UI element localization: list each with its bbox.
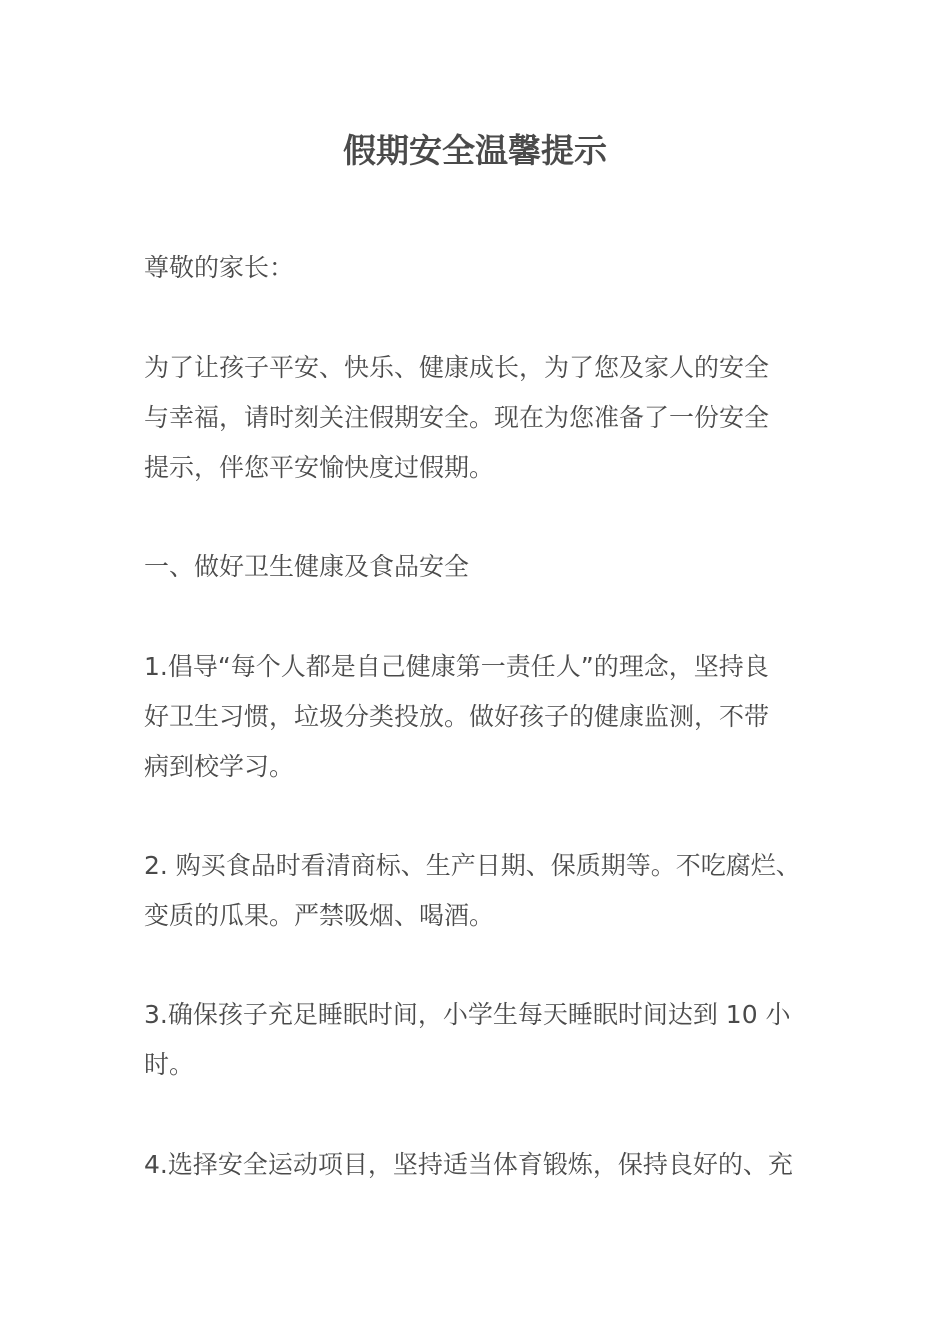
salutation-line: 尊敬的家长： bbox=[144, 253, 295, 282]
item1-line-3: 病到校学习。 bbox=[144, 752, 295, 781]
intro-line-1: 为了让孩子平安、快乐、健康成长，为了您及家人的安全 bbox=[144, 353, 770, 382]
item1-line-2: 好卫生习惯，垃圾分类投放。做好孩子的健康监测，不带 bbox=[144, 702, 770, 731]
item-2-paragraph bbox=[144, 841, 814, 941]
item4-line-1: 4.选择安全运动项目，坚持适当体育锻炼，保持良好的、充 bbox=[144, 1150, 793, 1179]
item1-line-1: 1.倡导“每个人都是自己健康第一责任人”的理念，坚持良 bbox=[144, 652, 769, 681]
section-heading bbox=[144, 542, 814, 592]
item-4-paragraph bbox=[144, 1140, 814, 1190]
item3-line-1: 3.确保孩子充足睡眠时间，小学生每天睡眠时间达到 10 小 bbox=[144, 1000, 791, 1029]
item-3-paragraph bbox=[144, 990, 814, 1090]
intro-line-2: 与幸福，请时刻关注假期安全。现在为您准备了一份安全 bbox=[144, 403, 770, 432]
item2-line-2: 变质的瓜果。严禁吸烟、喝酒。 bbox=[144, 901, 495, 930]
intro-line-3: 提示，伴您平安愉快度过假期。 bbox=[144, 453, 495, 482]
document-title: 假期安全温馨提示 bbox=[343, 131, 607, 170]
item2-line-1: 2. 购买食品时看清商标、生产日期、保质期等。不吃腐烂、 bbox=[144, 851, 801, 880]
item3-line-2: 时。 bbox=[144, 1050, 195, 1079]
salutation bbox=[144, 243, 814, 293]
section1-heading: 一、做好卫生健康及食品安全 bbox=[144, 552, 470, 581]
item-1-paragraph bbox=[144, 642, 814, 792]
intro-paragraph bbox=[144, 343, 814, 493]
